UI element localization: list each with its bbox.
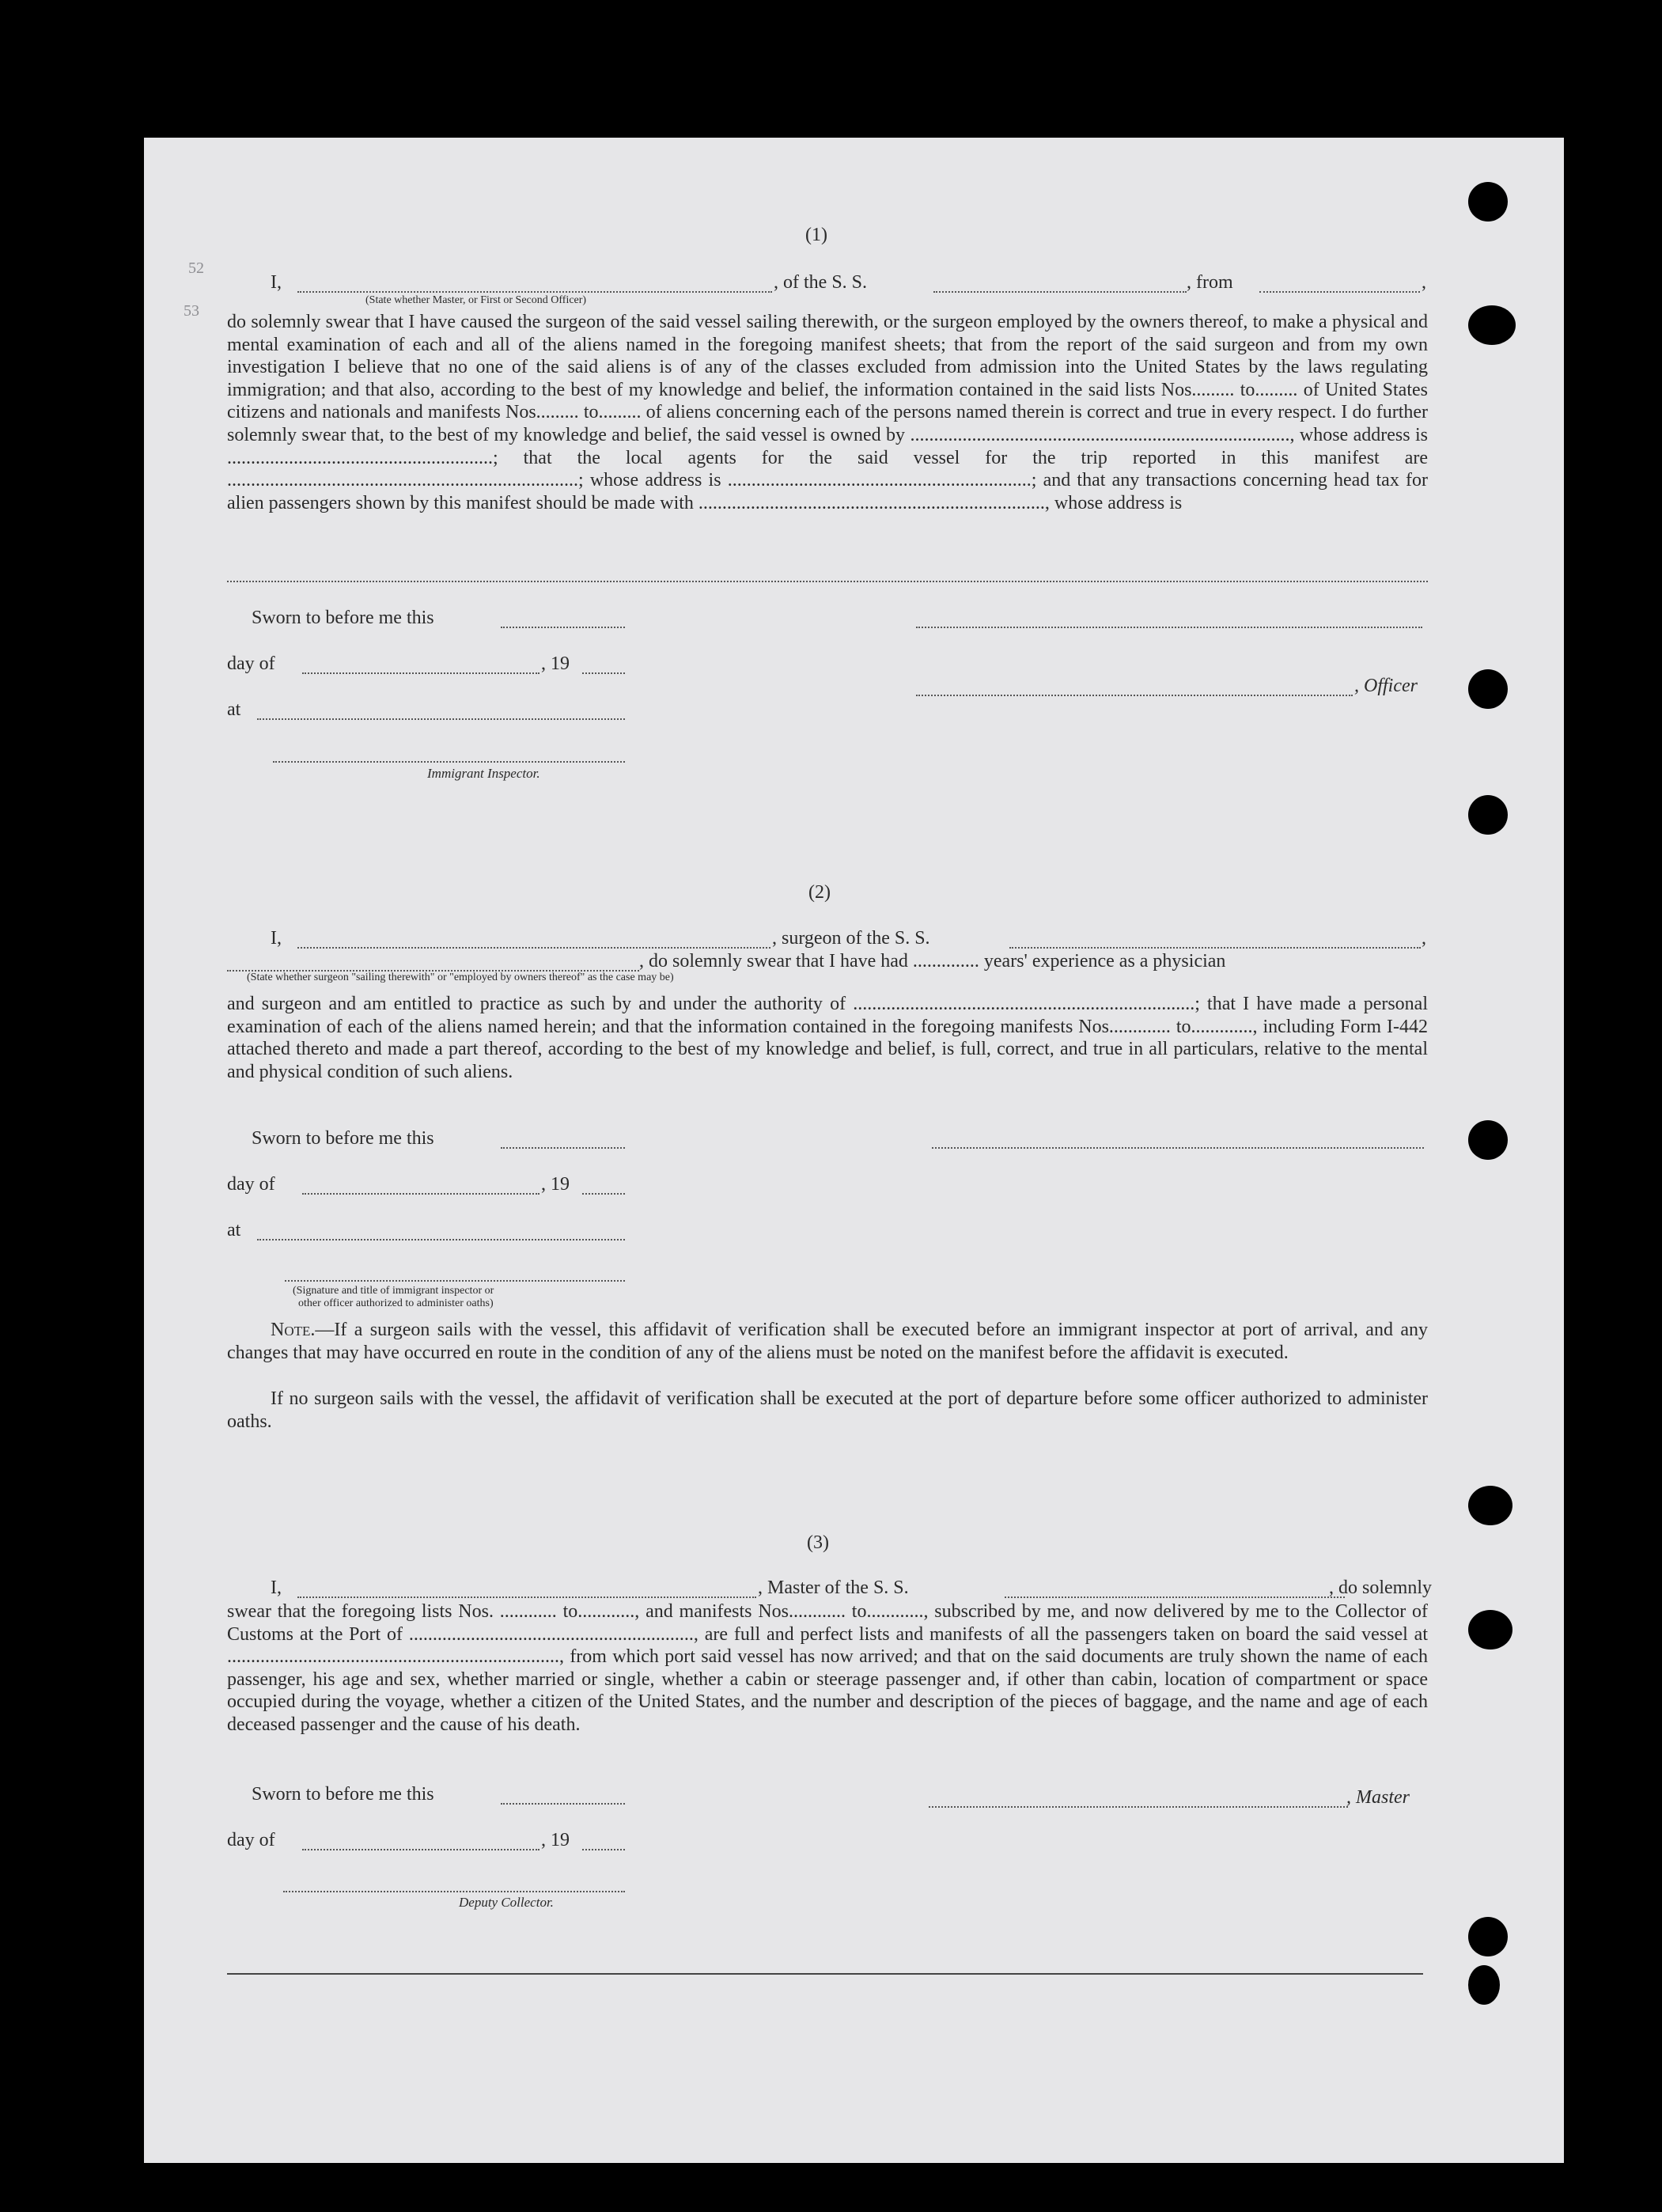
section-2-number: (2) [808,882,831,903]
s3-collector-signature-field[interactable] [283,1891,625,1892]
s2-sig-caption-1: (Signature and title of immigrant inspector or [293,1285,494,1297]
s1-sworn-label: Sworn to before me this [252,608,434,628]
s1-day-field[interactable] [302,672,539,674]
section-3-number: (3) [807,1532,829,1553]
s3-day-field[interactable] [302,1849,539,1850]
s2-surgeon-of: , surgeon of the S. S. [772,928,930,949]
s1-at-field[interactable] [257,718,625,720]
margin-mark: 52 [188,259,204,277]
s3-i: I, [271,1578,282,1598]
s2-line-2: , do solemnly swear that I have had .............. years' experience as a physician [639,951,1226,972]
s2-year-label: , 19 [541,1174,570,1195]
s2-surgeon-signature-field[interactable] [932,1147,1424,1149]
s3-year-field[interactable] [582,1849,625,1850]
s2-caption: (State whether surgeon "sailing therewith" or "employed by owners thereof" as the case may be) [247,972,674,983]
s1-year-label: , 19 [541,653,570,674]
s3-year-label: , 19 [541,1830,570,1850]
s1-officer-text: , Officer [1354,676,1418,696]
s1-officer-label [1354,676,1418,697]
s1-officer-name-field[interactable] [297,291,772,293]
punch-hole [1468,1917,1508,1956]
s3-oath-paragraph: swear that the foregoing lists Nos. ............ to............, and manifests Nos............ to............, subscribed by me, and now delivered by me to the Collector of Customs at the Port of ............................................................, are full and perfect lists and manifests of all the passengers taken on board the said vessel at ......................................................................, from which port said vessel has now arrived; and that on the said documents are truly shown the name of each passenger, his age and sex, whether married or single, whether a cabin or steerage passenger and, if other than cabin, location of compartment or space occupied during the voyage, whether a citizen of the United States, and the number and description of the pieces of baggage, and the name and age of each deceased passenger and the cause of his death. [227,1601,1428,1735]
section-1-number: (1) [805,225,827,245]
s3-master-of: , Master of the S. S. [758,1578,909,1598]
s2-sworn-label: Sworn to before me this [252,1128,434,1149]
s1-i: I, [271,272,282,293]
note-paragraph-1 [227,1319,1428,1364]
punch-hole [1468,1610,1512,1650]
s3-solemnly: , do solemnly [1329,1578,1432,1598]
s2-oath-paragraph: and surgeon and am entitled to practice as such by and under the authority of ........................................................................; that I have made a personal examination of each of the aliens named herein; and that the information contained in the foregoing manifests Nos............. to............., including Form I-442 attached thereto and made a part thereof, according to the best of my knowledge and belief, is full, correct, and true in all particulars, relative to the mental and physical condition of such aliens. [227,994,1428,1082]
s2-sworn-field[interactable] [501,1147,625,1149]
s1-at-label: at [227,699,241,720]
s3-ship-name-field[interactable] [1005,1597,1345,1598]
punch-hole [1468,1486,1512,1525]
s2-at-field[interactable] [257,1239,625,1240]
punch-hole [1468,795,1508,835]
s1-from: , from [1187,272,1233,293]
note-paragraph-2: If no surgeon sails with the vessel, the affidavit of verification shall be executed at the port of departure before some officer authorized to administer oaths. [227,1388,1428,1432]
s2-year-field[interactable] [582,1193,625,1195]
s3-master-name-field[interactable] [297,1597,756,1598]
s2-at-label: at [227,1220,241,1240]
s2-comma: , [1422,928,1426,949]
s1-comma: , [1422,272,1426,293]
s1-from-port-field[interactable] [1259,291,1420,293]
note-text-1: —If a surgeon sails with the vessel, this affidavit of verification shall be executed before an immigrant inspector at port of arrival, and any changes that may have occurred en route in the condition of any of the aliens must be noted on the manifest before the affidavit is executed. [227,1320,1428,1363]
s1-address-continuation-field[interactable] [227,581,1428,582]
punch-hole [1468,669,1508,709]
s1-ship-name-field[interactable] [933,291,1187,293]
s2-day-of-label: day of [227,1174,275,1195]
s2-inspector-signature-field[interactable] [285,1280,625,1282]
s1-year-field[interactable] [582,672,625,674]
bottom-rule [227,1973,1423,1975]
s2-i: I, [271,928,282,949]
s1-inspector-signature-field[interactable] [273,761,625,763]
s1-sworn-field[interactable] [501,627,625,628]
s2-day-field[interactable] [302,1193,539,1195]
s3-deputy-caption: Deputy Collector. [459,1895,554,1910]
punch-hole [1468,1965,1500,2005]
s1-oath-paragraph: do solemnly swear that I have caused the surgeon of the said vessel sailing therewith, or the surgeon employed by the owners thereof, to make a physical and mental examination of each and all of the aliens named in the foregoing manifest sheets; that from the report of the said surgeon and from my own investigation I believe that no one of the said aliens is of any of the classes excluded from admission into the United States by the laws regulating immigration; and that also, according to the best of my knowledge and belief, the information contained in the said lists Nos......... to......... of United States citizens and nationals and manifests Nos......... to......... of aliens concerning each of the persons named therein is correct and true in every respect. I do further solemnly swear that, to the best of my knowledge and belief, the said vessel is owned by ................................................................................, whose address is ........................................................; that the local agents for the said vessel for the trip reported in this manifest are ..........................................................................; whose address is ................................................................; and that any transactions concerning head tax for alien passengers shown by this manifest should be made with ........................................................................., whose address is [227,312,1428,513]
s1-officer-signature-field[interactable] [916,627,1422,628]
s1-officer-caption: (State whether Master, or First or Second Officer) [365,294,587,306]
s1-day-of-label: day of [227,653,275,674]
s2-surgeon-name-field[interactable] [297,947,770,949]
s1-of-ss: , of the S. S. [774,272,868,293]
s1-inspector-caption: Immigrant Inspector. [427,766,540,781]
s2-sig-caption-2: other officer authorized to administer oaths) [298,1297,494,1309]
s1-officer-title-field[interactable] [916,695,1353,696]
s3-sworn-field[interactable] [501,1803,625,1805]
punch-hole [1468,1120,1508,1160]
s3-master-text: , Master [1346,1787,1410,1808]
s3-day-of-label: day of [227,1830,275,1850]
s3-sworn-label: Sworn to before me this [252,1784,434,1805]
punch-hole [1468,305,1516,345]
s3-master-label [1346,1787,1410,1809]
s3-master-signature-field[interactable] [929,1806,1348,1808]
note-label: Note. [271,1320,316,1340]
margin-mark: 53 [184,302,199,320]
s2-ship-name-field[interactable] [1009,947,1421,949]
punch-hole [1468,182,1508,222]
